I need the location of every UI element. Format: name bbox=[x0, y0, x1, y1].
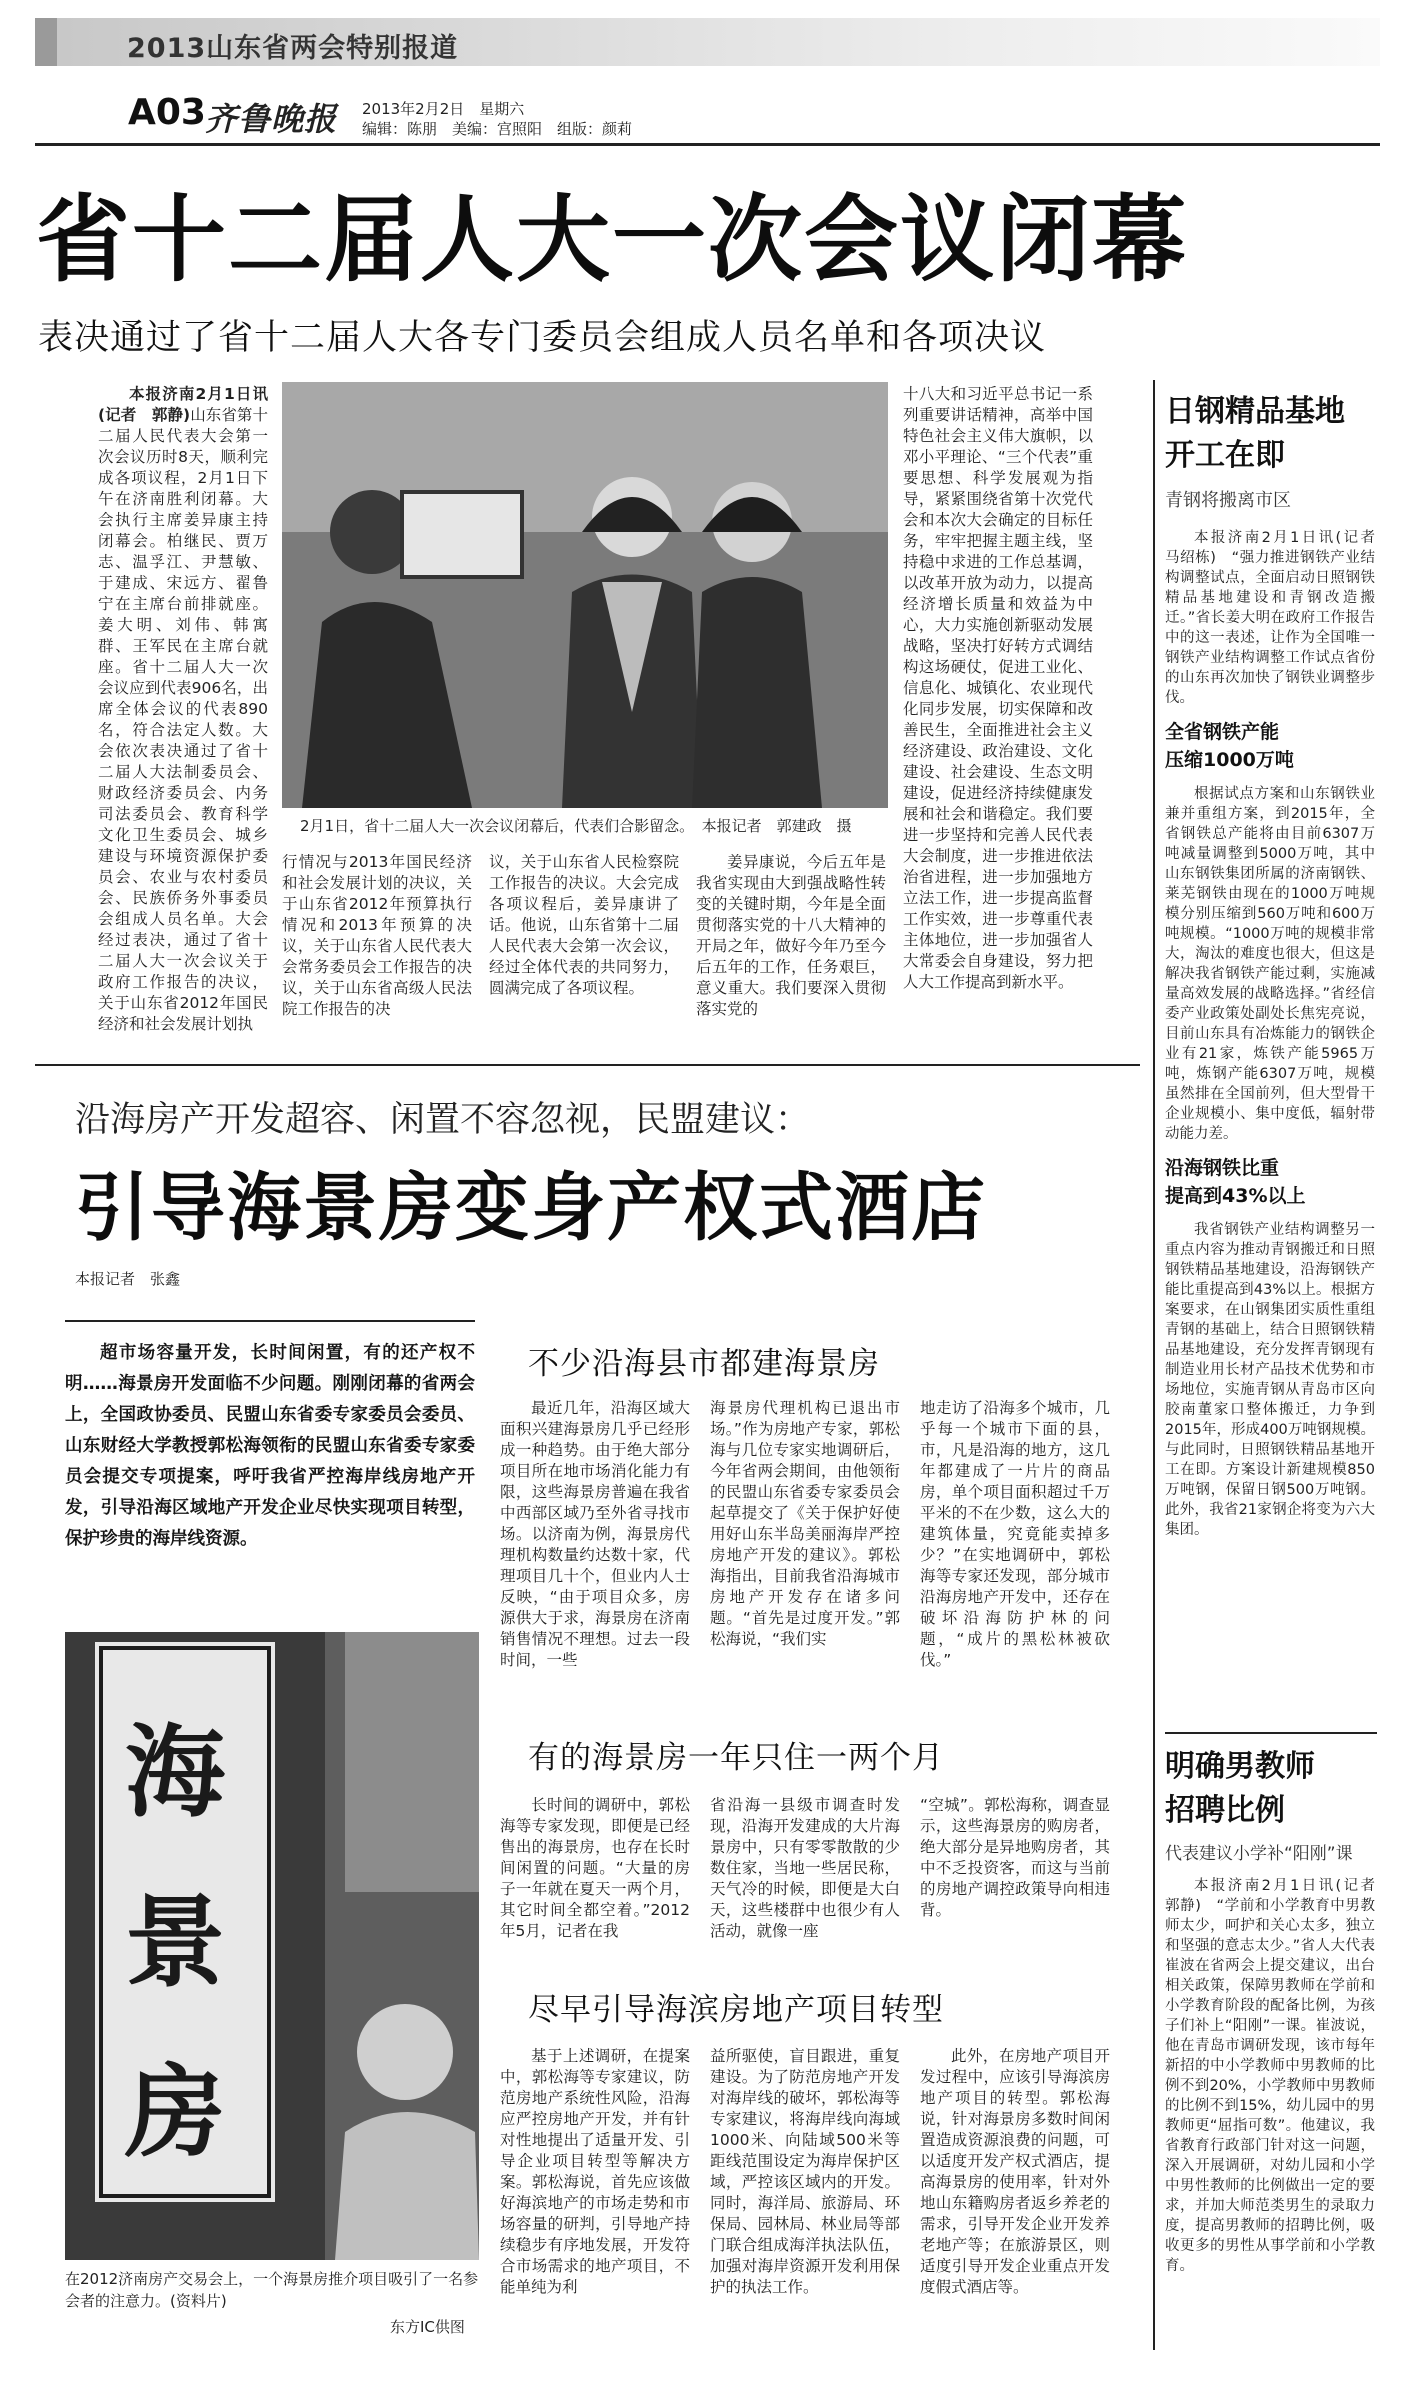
feature-headline: 引导海景房变身产权式酒店 bbox=[75, 1165, 987, 1251]
sec3-col1-text: 基于上述调研，在提案中，郭松海等专家建议，防范房地产系统性风险，沿海应严控房地产开发，并有针对性地提出了适量开发、引导企业项目转型等解决方案。郭松海说，首先应该做好海滨地产的市场走势和市场容量的研判，引导地产持续稳步有序地发展，开发符合市场需求的地产项目，不能单纯为利 bbox=[500, 2047, 690, 2296]
sidebar1-p2-text: 根据试点方案和山东钢铁业兼并重组方案，到2015年，全省钢铁总产能将由目前6307万吨减量调整到5000万吨，其中山东钢铁集团所属的济南钢铁、莱芜钢铁由现在的1000万吨规模分别压缩到560万吨和600万吨规模。“1000万吨的规模非常大，淘汰的难度也很大，但这是解决我省钢铁产能过剩，实施减量高效发展的战略选择。”省经信委产业政策处副处长焦宪亮说，目前山东具有冶炼能力的钢铁企业有21家，炼铁产能5965万吨，炼钢产能6307万吨，规模虽然排在全国前列，但大型骨干企业规模小、集中度低，辐射带动能力差。 bbox=[1165, 786, 1375, 1142]
feature-photo-caption: 在2012济南房产交易会上，一个海景房推介项目吸引了一名参会者的注意力。(资料片) bbox=[65, 2270, 479, 2310]
page-number: A03 bbox=[128, 92, 206, 133]
sidebar2-headline-2: 招聘比例 bbox=[1165, 1793, 1285, 1828]
sidebar1-p1 bbox=[1165, 528, 1390, 708]
sidebar1-h2-2: 压缩1000万吨 bbox=[1165, 749, 1294, 771]
editor-line: 编辑：陈朋 美编：宫照阳 组版：颜莉 bbox=[362, 120, 633, 138]
feature-sec3-col3 bbox=[920, 2046, 1110, 2346]
sidebar1-p3-text: 我省钢铁产业结构调整另一重点内容为推动青钢搬迁和日照钢铁精品基地建设，沿海钢铁产能比重提高到43%以上。根据方案要求，在山钢集团实质性重组青钢的基础上，结合日照钢铁精品基地建设，充分发挥青钢现有制造业用长材产品技术优势和市场地位，实施青钢从青岛市区向胶南董家口整体搬迁，力争到2015年，形成400万吨钢规模。与此同时，日照钢铁精品基地开工在即。方案设计新建规模850万吨钢，保留日钢500万吨钢。此外，我省21家钢企将变为六大集团。 bbox=[1165, 1222, 1375, 1538]
sec2-col1-text: 长时间的调研中，郭松海等专家发现，即便是已经售出的海景房，也存在长时间闲置的问题。“大量的房子一年就在夏天一两个月，其它时间全都空着。”2012年5月，记者在我 bbox=[500, 1796, 690, 1940]
sec1-col2-text: 海景房代理机构已退出市场。”作为房地产专家，郭松海与几位专家实地调研后，今年省两会期间，由他领衔的民盟山东省委专家委员会起草提交了《关于保护好使用好山东半岛美丽海岸严控房地产开发的建议》。郭松海指出，目前我省沿海城市房地产开发存在诸多问题。“首先是过度开发。”郭松海说，“我们实 bbox=[710, 1399, 900, 1648]
lead-col1-text: 山东省第十二届人民代表大会第一次会议历时8天，顺利完成各项议程，2月1日下午在济南胜利闭幕。大会执行主席姜异康主持闭幕会。柏继民、贾万志、温孚江、尹慧敏、于建成、宋远方、翟鲁宁在主席台前排就座。姜大明、刘伟、韩寓群、王军民在主席台就座。省十二届人大一次会议应到代表906名，出席全体会议的代表890名，符合法定人数。大会依次表决通过了省十二届人大法制委员会、财政经济委员会、内务司法委员会、教育科学文化卫生委员会、城乡建设与环境资源保护委员会、农业与农村委员会、民族侨务外事委员会组成人员名单。大会经过表决，通过了省十二届人大一次会议关于政府工作报告的决议，关于山东省2012年国民经济和社会发展计划执 bbox=[98, 406, 268, 1033]
sidebar1-h3-1: 沿海钢铁比重 bbox=[1165, 1157, 1280, 1179]
date-line: 2013年2月2日 星期六 bbox=[362, 100, 525, 118]
lead-subhead: 表决通过了省十二届人大各专门委员会组成人员名单和各项决议 bbox=[38, 318, 1047, 358]
lead-col3-text: 议，关于山东省人民检察院工作报告的决议。大会完成各项议程后，姜异康讲了话。他说，山东省第十二届人民代表大会第一次会议，经过全体代表的共同努力，圆满完成了各项议程。 bbox=[489, 853, 679, 997]
feature-sec2-col2 bbox=[710, 1795, 900, 1953]
lead-col5-text: 十八大和习近平总书记一系列重要讲话精神，高举中国特色社会主义伟大旗帜，以邓小平理论、“三个代表”重要思想、科学发展观为指导，紧紧围绕省第十次党代会和本次大会确定的目标任务，牢牢把握主题主线，坚持稳中求进的工作总基调，以改革开放为动力，以提高经济增长质量和效益为中心，大力实施创新驱动发展战略，坚决打好转方式调结构这场硬仗，促进工业化、信息化、城镇化、农业现代化同步发展，切实保障和改善民生，全面推进社会主义经济建设、政治建设、文化建设、社会建设、生态文明建设，促进经济持续健康发展和社会和谐稳定。我们要进一步坚持和完善人民代表大会制度，进一步推进依法治省进程，进一步加强地方立法工作，进一步提高监督工作实效，进一步尊重代表主体地位，进一步加强省人大常委会自身建设，努力把人大工作提高到新水平。 bbox=[903, 385, 1093, 991]
feature-sec2-col3 bbox=[920, 1795, 1110, 1953]
feature-intro-text: 超市场容量开发，长时间闲置，有的还产权不明……海景房开发面临不少问题。刚刚闭幕的省两会上，全国政协委员、民盟山东省委专家委员会委员、山东财经大学教授郭松海领衔的民盟山东省委专家委员会提交专项提案，呼吁我省严控海岸线房地产开发，引导沿海区域地产开发企业尽快实现项目转型，保护珍贵的海岸线资源。 bbox=[65, 1343, 475, 1549]
lead-column-5 bbox=[903, 384, 1093, 1036]
banner-title: 2013山东省两会特别报道 bbox=[127, 33, 459, 64]
photo-people-illustration bbox=[282, 382, 888, 808]
sec1-col3-text: 地走访了沿海多个城市，几乎每一个城市下面的县，市，凡是沿海的地方，这几年都建成了一片片的商品房，单个项目面积超过千万平米的不在少数，这么大的建筑体量，究竟能卖掉多少？”在实地调研中，郭松海等专家还发现，部分城市沿海房地产开发中，还存在破坏沿海防护林的问题，“成片的黑松林被砍伐。” bbox=[920, 1399, 1110, 1669]
sec3-col3-text: 此外，在房地产项目开发过程中，应该引导海滨房地产项目的转型。郭松海说，针对海景房多数时间闲置造成资源浪费的问题，可以适度开发产权式酒店，提高海景房的使用率，针对外地山东籍购房者返乡养老的需求，引导开发企业开发养老地产等；在旅游景区，则适度引导开发企业重点开发度假式酒店等。 bbox=[920, 2047, 1110, 2296]
sec2-col2-text: 省沿海一县级市调查时发现，沿海开发建成的大片海景房中，只有零零散散的少数住家，当地一些居民称，天气冷的时候，即便是大白天，这些楼群中也很少有人活动，就像一座 bbox=[710, 1796, 900, 1940]
sec2-col3-text: “空城”。郭松海称，调查显示，这些海景房的购房者，绝大部分是异地购房者，其中不乏投资客，而这与当前的房地产调控政策导向相违背。 bbox=[920, 1796, 1110, 1919]
feature-top-rule bbox=[35, 1064, 1140, 1066]
feature-section1-title: 不少沿海县市都建海景房 bbox=[528, 1346, 880, 1382]
sec3-col2-text: 益所驱使，盲目跟进，重复建设。为了防范房地产开发对海岸线的破坏，郭松海等专家建议，将海岸线向海域1000米、向陆域500米等距线范围设定为海岸保护区域，严控该区域内的开发。同时，海洋局、旅游局、环保局、园林局、林业局等部门联合组成海洋执法队伍，加强对海岸资源开发利用保护的执法工作。 bbox=[710, 2047, 900, 2296]
lead-byline: 本报济南2月1日讯(记者 郭静) bbox=[98, 385, 268, 424]
feature-photo-credit: 东方IC供图 bbox=[390, 2318, 465, 2336]
feature-sec3-col1 bbox=[500, 2046, 690, 2346]
sign-char-3: 房 bbox=[125, 2053, 225, 2171]
lead-col2-text: 行情况与2013年国民经济和社会发展计划的决议，关于山东省2012年预算执行情况和2013年预算的决议，关于山东省人民代表大会常务委员会工作报告的决议，关于山东省高级人民法院工作报告的决 bbox=[282, 853, 472, 1018]
lead-col4-text: 姜异康说，今后五年是我省实现由大到强战略性转变的关键时期，今年是全面贯彻落实党的十八大精神的开局之年，做好今年乃至今后五年的工作，任务艰巨，意义重大。我们要深入贯彻落实党的 bbox=[696, 853, 886, 1018]
sidebar1-p2 bbox=[1165, 784, 1375, 1144]
top-banner bbox=[35, 18, 1380, 66]
lead-photo-caption: 2月1日，省十二届人大一次会议闭幕后，代表们合影留念。 本报记者 郭建政 摄 bbox=[300, 817, 852, 835]
sidebar2 bbox=[1165, 1745, 1390, 2345]
sidebar-divider bbox=[1153, 380, 1155, 2350]
sidebar1-subline: 青钢将搬离市区 bbox=[1165, 490, 1291, 511]
sidebar2-p1 bbox=[1165, 1876, 1390, 2276]
sign-char-1: 海 bbox=[125, 1713, 225, 1831]
feature-kicker: 沿海房产开发超容、闲置不容忽视，民盟建议： bbox=[75, 1100, 811, 1140]
feature-sec2-col1 bbox=[500, 1795, 690, 1953]
sidebar1 bbox=[1165, 390, 1390, 1730]
feature-sec1-col2 bbox=[710, 1398, 900, 1702]
feature-intro-rule bbox=[65, 1320, 475, 1322]
feature-sec1-col3 bbox=[920, 1398, 1110, 1702]
sign-char-2: 景 bbox=[125, 1883, 225, 2001]
feature-section2-title: 有的海景房一年只住一两个月 bbox=[528, 1740, 944, 1776]
header-rule bbox=[35, 143, 1380, 146]
feature-sec3-col2 bbox=[710, 2046, 900, 2346]
sidebar2-p1-text: 本报济南2月1日讯(记者 郭静) “学前和小学教育中男教师太少，呵护和关心太多，独立和坚强的意志太少。”省人大代表崔波在省两会上提交建议，出台相关政策，保障男教师在学前和小学教育阶段的配备比例，为孩子们补上“阳刚”一课。崔波说，他在青岛市调研发现，该市每年新招的中小学教师中男教师的比例不到20%，小学教师中男教师的比例不到15%，幼儿园中的男教师更“屈指可数”。他建议，我省教育行政部门针对这一问题，深入开展调研，对幼儿园和小学中男性教师的比例做出一定的要求，并加大师范类男生的录取力度，提高男教师的招聘比例，吸收更多的男性从事学前和小学教育。 bbox=[1165, 1878, 1390, 2274]
lead-column-3 bbox=[489, 852, 679, 1036]
lead-headline: 省十二届人大一次会议闭幕 bbox=[36, 186, 1189, 295]
lead-photo bbox=[282, 382, 888, 808]
sidebar1-headline-2: 开工在即 bbox=[1165, 438, 1285, 473]
sidebar1-headline-1: 日钢精品基地 bbox=[1165, 394, 1345, 429]
sec1-col1-text: 最近几年，沿海区域大面积兴建海景房几乎已经形成一种趋势。由于绝大部分项目所在地市场消化能力有限，这些海景房普遍在我省中西部区域乃至外省寻找市场。以济南为例，海景房代理机构数量约达数十家，代理项目几十个，但业内人士反映，“由于项目众多，房源供大于求，海景房在济南销售情况不理想。过去一段时间，一些 bbox=[500, 1399, 690, 1669]
sidebar2-headline-1: 明确男教师 bbox=[1165, 1749, 1315, 1784]
sidebar1-p1-text: 本报济南2月1日讯(记者 马绍栋) “强力推进钢铁产业结构调整试点，全面启动日照钢铁精品基地建设和青钢改造搬迁。”省长姜大明在政府工作报告中的这一表述，让作为全国唯一钢铁产业结构调整工作试点省份的山东再次加快了钢铁业调整步伐。 bbox=[1165, 530, 1390, 706]
sidebar1-p3 bbox=[1165, 1220, 1375, 1540]
lead-column-1 bbox=[98, 384, 268, 1034]
lead-column-2 bbox=[282, 852, 472, 1036]
sidebar1-h3-2: 提高到43%以上 bbox=[1165, 1185, 1306, 1207]
lead-column-4 bbox=[696, 852, 886, 1036]
sidebar1-h2-1: 全省钢铁产能 bbox=[1165, 721, 1280, 743]
newspaper-logo: 齐鲁晚报 bbox=[205, 100, 338, 138]
feature-byline: 本报记者 张鑫 bbox=[75, 1270, 181, 1288]
sidebar2-subline: 代表建议小学补“阳刚”课 bbox=[1165, 1844, 1353, 1864]
feature-sec1-col1 bbox=[500, 1398, 690, 1702]
feature-photo bbox=[65, 1632, 479, 2260]
sidebar-separator bbox=[1165, 1732, 1377, 1734]
feature-intro bbox=[65, 1338, 475, 1628]
feature-section3-title: 尽早引导海滨房地产项目转型 bbox=[528, 1992, 944, 2028]
